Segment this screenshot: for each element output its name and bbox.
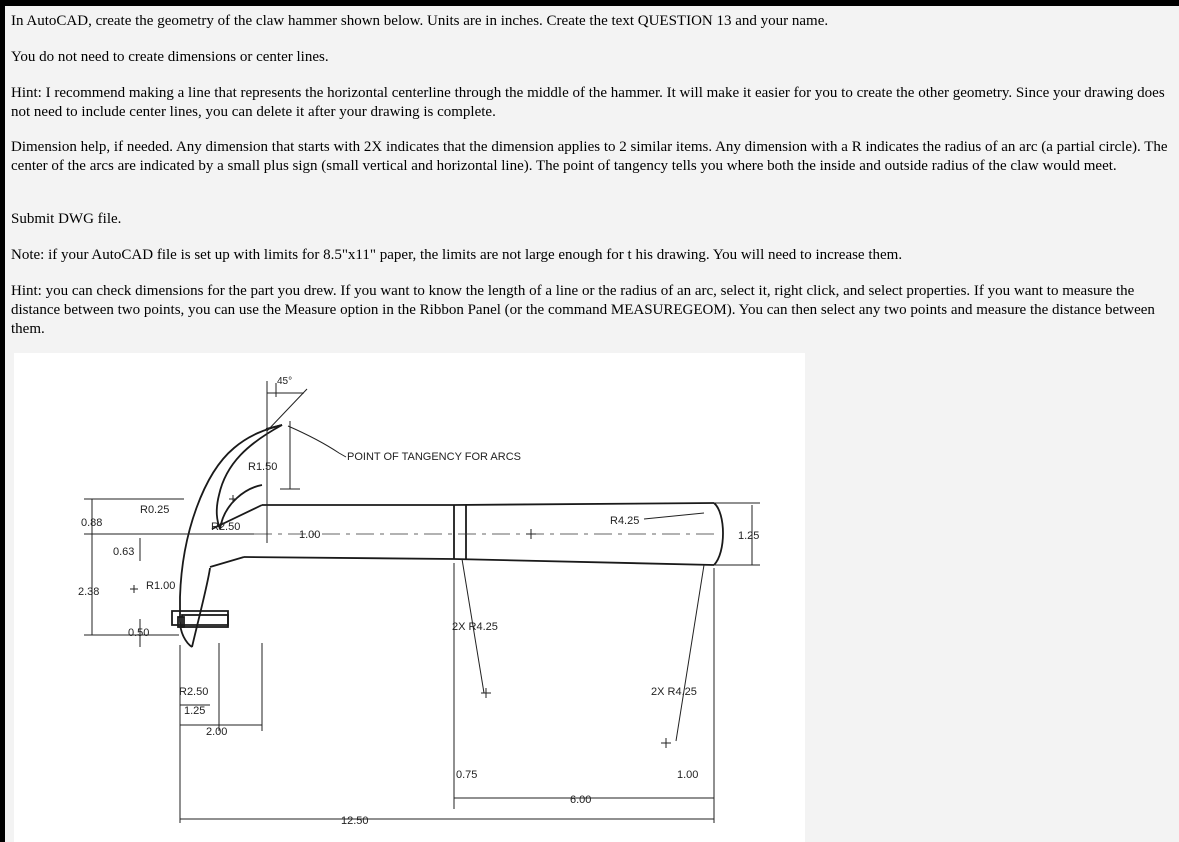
handle-end: [714, 503, 723, 565]
tangency-leader: [288, 426, 346, 457]
arc-center-plus-2: [526, 529, 536, 539]
r250a-label: R2.50: [211, 521, 241, 533]
arc-center-plus-4: [661, 738, 671, 748]
d100b-label: 1.00: [677, 769, 699, 781]
instruction-paragraph-2: You do not need to create dimensions or center lines.: [11, 49, 329, 65]
head-lower-neck: [192, 568, 210, 647]
angle-leader: [267, 389, 307, 431]
d050-label: 0.50: [128, 627, 150, 639]
d238-label: 2.38: [78, 586, 100, 598]
txr425b-label: 2X R4.25: [651, 686, 697, 698]
r250b-label: R2.50: [179, 686, 209, 698]
r150-label: R1.50: [248, 461, 278, 473]
d100-label: 1.00: [299, 529, 321, 541]
d088-label: 0.88: [81, 517, 103, 529]
hammer-drawing: [14, 353, 805, 842]
r425-label: R4.25: [610, 515, 640, 527]
dimension-help-paragraph: Dimension help, if needed. Any dimension that starts with 2X indicates that the dimension applies to 2 similar items. Any dimension with a R indicates the radius of an arc (a partial circle). The center of the arcs are indicated by a small plus sign (small vertical and horizontal line). The point of tangency tells you where both the inside and outside radius of the claw would meet.: [11, 139, 1168, 174]
claw-inner-arc: [217, 425, 282, 529]
txr425b-leader: [676, 565, 704, 741]
tangency-label: POINT OF TANGENCY FOR ARCS: [347, 451, 521, 463]
handle-bottom-edge: [244, 557, 714, 565]
txr425a-label: 2X R4.25: [452, 621, 498, 633]
d075-label: 0.75: [456, 769, 478, 781]
hint-paragraph-centerline: Hint: I recommend making a line that represents the horizontal centerline through the middle of the hammer. It will make it easier for you to create the other geometry. Since your drawing does not need to include center lines, you can delete it after your drawing is complete.: [11, 85, 1165, 120]
limits-note-paragraph: Note: if your AutoCAD file is set up with limits for 8.5"x11" paper, the limits are not large enough for t his drawing. You will need to increase them.: [11, 247, 903, 263]
submit-paragraph: Submit DWG file.: [11, 211, 122, 227]
arc-center-plus-3: [481, 688, 491, 698]
r425-leader: [644, 513, 704, 519]
assignment-page: [5, 6, 1179, 842]
r100-label: R1.00: [146, 580, 176, 592]
d125-label: 1.25: [738, 530, 760, 542]
r025-label: R0.25: [140, 504, 170, 516]
d063-label: 0.63: [113, 546, 135, 558]
d125b-label: 1.25: [184, 705, 206, 717]
d200-label: 2.00: [206, 726, 228, 738]
handle-top-edge: [262, 503, 714, 505]
arc-center-plus-5: [130, 585, 138, 593]
arc-center-plus-1: [229, 495, 237, 503]
d1250-label: 12.50: [341, 815, 369, 827]
instruction-paragraph-1: In AutoCAD, create the geometry of the claw hammer shown below. Units are in inches. Create the text QUESTION 13 and your name.: [11, 13, 829, 29]
d600-label: 6.00: [570, 794, 592, 806]
measure-hint-paragraph: Hint: you can check dimensions for the part you drew. If you want to know the length of a line or the radius of an arc, select it, right click, and select properties. If you want to measure the distance between two points, you can use the Measure option in the Ribbon Panel (or the command MEASUREGEOM). You can then select any two points and measure the distance between them.: [11, 283, 1155, 337]
angle-label: 45°: [277, 376, 293, 387]
hammer-drawing-svg: [14, 353, 805, 842]
